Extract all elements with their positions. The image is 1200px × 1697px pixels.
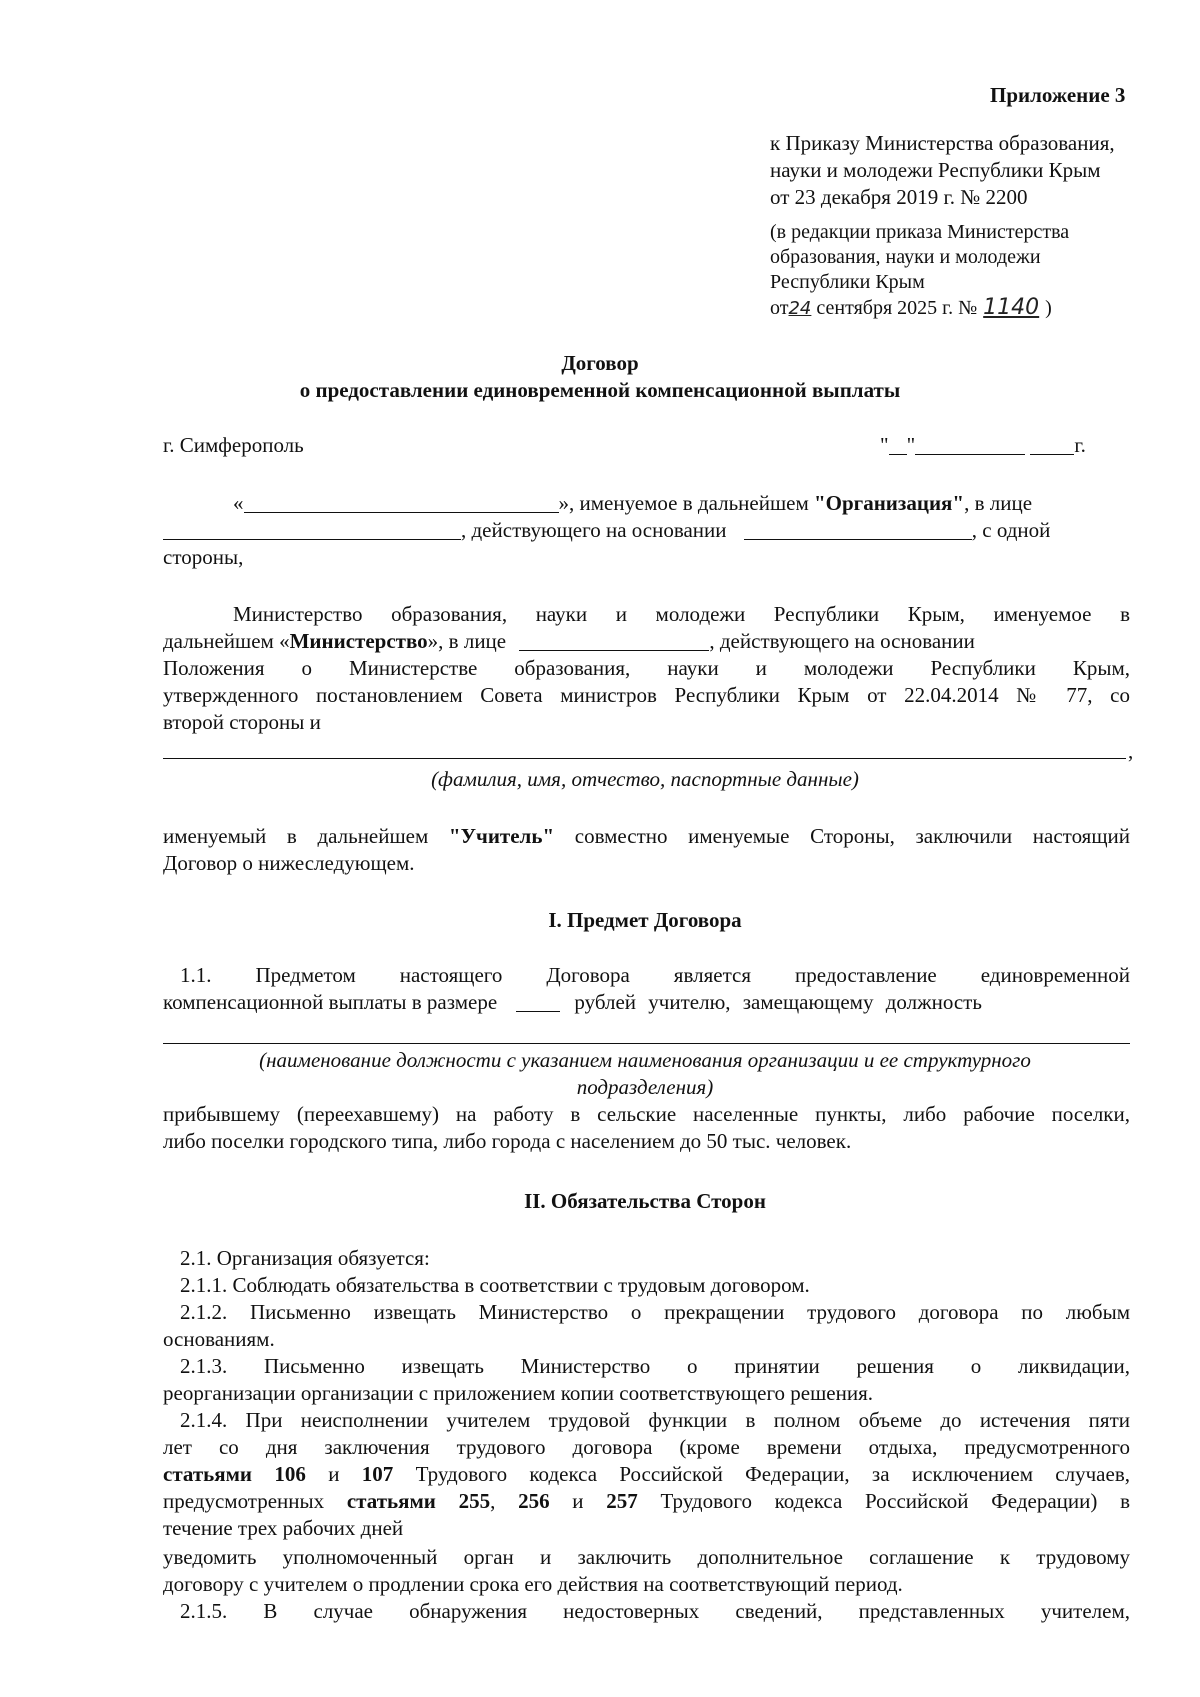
clause-2-1-3-line1: 2.1.3. Письменно извещать Министерство о принятии решения о ликвидации, <box>180 1354 1130 1378</box>
annex-line: науки и молодежи Республики Крым <box>770 158 1101 182</box>
text: и <box>549 1489 607 1513</box>
text: и <box>305 1462 362 1486</box>
article-ref: статьями 255 <box>346 1489 491 1513</box>
text: , <box>490 1489 519 1513</box>
party2-line1: Министерство образования, науки и молодежи Республики Крым, именуемое в <box>233 602 1130 626</box>
clause-1-1-line4: либо поселки городского типа, либо города с населением до 50 тыс. человек. <box>163 1129 852 1153</box>
text: компенсационной выплаты в размере <box>163 990 498 1014</box>
clause-2-1-3-line2: реорганизации организации с приложением копии соответствующего решения. <box>163 1381 873 1405</box>
party2-line4: утвержденного постановлением Совета министров Республики Крым от 22.04.2014 № 77, со <box>163 683 1130 707</box>
clause-2-1-4-line1: 2.1.4. При неисполнении учителем трудовой функции в полном объеме до истечения пяти <box>180 1408 1130 1432</box>
text: Трудового кодекса Российской Федерации, за исключением случаев, <box>393 1462 1130 1486</box>
clause-2-1-5-line1: 2.1.5. В случае обнаружения недостоверных сведений, представленных учителем, <box>180 1599 1130 1623</box>
role-teacher: "Учитель" <box>448 824 555 848</box>
annex-revision <box>770 220 1190 321</box>
open-quote: « <box>233 491 244 515</box>
clause-1-1-line2 <box>163 989 1130 1016</box>
text: », в лице <box>427 629 507 653</box>
comma: , <box>1128 739 1134 763</box>
party2-line2 <box>163 628 1130 655</box>
clause-2-1-4-line3 <box>163 1461 1130 1488</box>
date-prefix: от <box>770 297 789 319</box>
clause-2-1-4-line4 <box>163 1488 1130 1515</box>
quote-open: " <box>880 433 889 457</box>
party1-line2 <box>163 517 1130 544</box>
amount-blank[interactable] <box>516 993 560 1012</box>
handwritten-number: 1140 <box>983 295 1040 320</box>
annex-line: к Приказу Министерства образования, <box>770 131 1115 155</box>
clause-2-1-4-line6: уведомить уполномоченный орган и заключить дополнительное соглашение к трудовому <box>163 1545 1130 1569</box>
annex-title: Приложение 3 <box>990 83 1126 107</box>
party1-line3: стороны, <box>163 545 244 569</box>
clause-1-1-line1: 1.1. Предметом настоящего Договора является предоставление единовременной <box>180 963 1130 987</box>
position-blank[interactable] <box>163 1043 1130 1044</box>
annex-reference <box>770 130 1190 211</box>
basis-blank[interactable] <box>744 521 972 540</box>
clause-2-1-4-line7: договору с учителем о продлении срока его действия на соответствующий период. <box>163 1572 903 1596</box>
representative-blank[interactable] <box>163 521 461 540</box>
text: предусмотренных <box>163 1489 347 1513</box>
party3-line1 <box>163 823 1130 850</box>
quote-close: " <box>906 433 916 457</box>
date-middle: сентября 2025 г. № <box>816 297 978 319</box>
clause-2-1-2-line2: основаниям. <box>163 1327 275 1351</box>
clause-2-1-4-line2: лет со дня заключения трудового договора (кроме времени отдыха, предусмотренного <box>163 1435 1130 1459</box>
section2-heading: II. Обязательства Сторон <box>524 1189 766 1213</box>
text: , в лице <box>964 491 1033 515</box>
revision-line: Республики Крым <box>770 271 925 293</box>
role-organization: "Организация" <box>814 491 965 515</box>
text: совместно именуемые Стороны, заключили настоящий <box>554 824 1130 848</box>
clause-2-1-2-line1: 2.1.2. Письменно извещать Министерство о прекращении трудового договора по любым <box>180 1300 1130 1324</box>
text: именуемый в дальнейшем <box>163 824 449 848</box>
closing-paren: ) <box>1045 297 1052 319</box>
text: , действующего на основании <box>709 629 975 653</box>
position-caption-line2: подразделения) <box>576 1075 714 1099</box>
section1-heading: I. Предмет Договора <box>548 908 742 932</box>
ministry-representative-blank[interactable] <box>519 632 709 651</box>
year-blank[interactable] <box>1030 436 1074 455</box>
role-ministry: Министерство <box>289 629 428 653</box>
position-caption-line1: (наименование должности с указанием наименования организации и ее структурного <box>259 1048 1031 1072</box>
document-subtitle: о предоставлении единовременной компенсационной выплаты <box>299 378 901 402</box>
article-ref: 107 <box>361 1462 394 1486</box>
clause-2-1-4-line5: течение трех рабочих дней <box>163 1516 404 1540</box>
day-blank[interactable] <box>889 436 907 455</box>
month-blank[interactable] <box>915 436 1025 455</box>
article-ref: 256 <box>518 1489 550 1513</box>
party2-line3: Положения о Министерстве образования, науки и молодежи Республики Крым, <box>163 656 1130 680</box>
handwritten-day: 24 <box>788 298 812 319</box>
date-field <box>880 432 1120 459</box>
document-title: Договор <box>561 351 639 375</box>
text: рублей учителю, замещающему должность <box>574 990 982 1014</box>
text: , действующего на основании <box>461 518 727 542</box>
year-suffix: г. <box>1074 433 1086 457</box>
teacher-caption: (фамилия, имя, отчество, паспортные данные) <box>431 767 859 791</box>
teacher-name-blank[interactable] <box>163 758 1126 759</box>
clause-2-1: 2.1. Организация обязуется: <box>180 1246 430 1270</box>
party1-line1 <box>233 490 1130 517</box>
organization-name-blank[interactable] <box>244 494 559 513</box>
article-ref: 257 <box>606 1489 638 1513</box>
clause-2-1-1: 2.1.1. Соблюдать обязательства в соответствии с трудовым договором. <box>180 1273 810 1297</box>
article-ref: статьями 106 <box>163 1462 306 1486</box>
revision-date-line <box>770 295 1190 321</box>
text: », именуемое в дальнейшем <box>558 491 814 515</box>
party3-line2: Договор о нижеследующем. <box>163 851 415 875</box>
text: , с одной <box>971 518 1051 542</box>
revision-line: образования, науки и молодежи <box>770 246 1041 268</box>
revision-line: (в редакции приказа Министерства <box>770 221 1070 243</box>
party2-line5: второй стороны и <box>163 710 321 734</box>
clause-1-1-line3: прибывшему (переехавшему) на работу в сельские населенные пункты, либо рабочие поселки, <box>163 1102 1130 1126</box>
text: дальнейшем « <box>163 629 290 653</box>
annex-line: от 23 декабря 2019 г. № 2200 <box>770 185 1028 209</box>
text: Трудового кодекса Российской Федерации) в <box>637 1489 1130 1513</box>
city: г. Симферополь <box>163 433 304 457</box>
